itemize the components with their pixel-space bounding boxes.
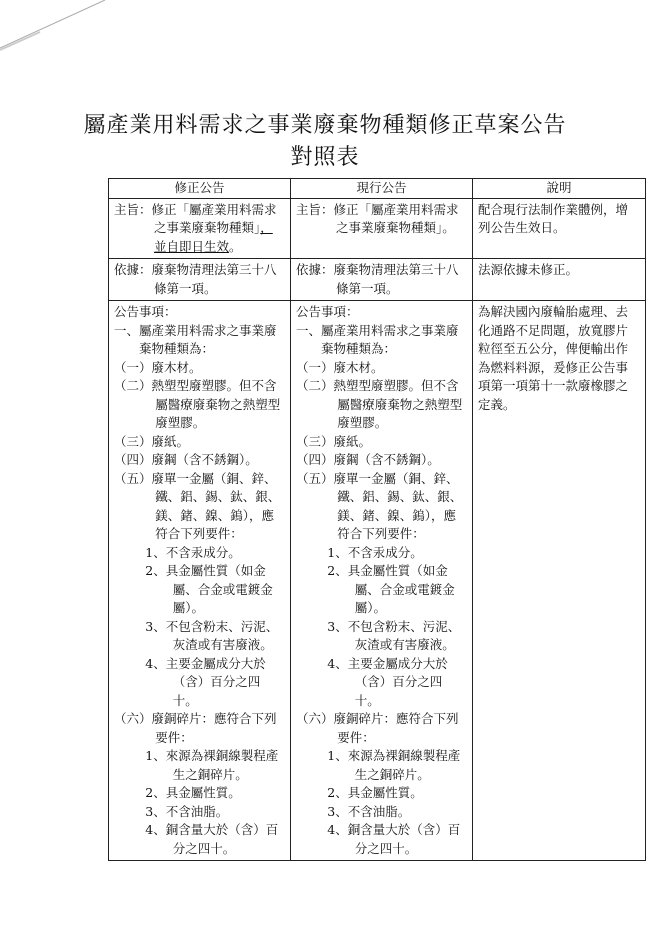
list-item: （五）廢單一金屬（銅、鋅、鐵、鋁、錫、鈦、銀、鎂、鍺、鎳、鎢），應符合下列要件： (296, 470, 463, 541)
list-item: 1、來源為裸銅線製程產生之銅碎片。 (327, 748, 461, 782)
list-item: 4、銅含量大於（含）百分之四十。 (145, 822, 279, 856)
list-item: 1、不含汞成分。 (145, 544, 241, 560)
subject-revised-text: 主旨：修正「屬產業用料需求之事業廢棄物種類」 (114, 201, 277, 235)
scan-corner-mark (0, 0, 110, 70)
list-item: 2、具金屬性質。 (145, 785, 241, 800)
list-item: （三）廢紙。 (296, 433, 372, 449)
table-row-subject (109, 198, 646, 259)
list-item: 3、不含油脂。 (145, 803, 229, 819)
list-item: 2、具金屬性質（如金屬、合金或電鍍金屬）。 (327, 563, 455, 615)
list-item: （五）廢單一金屬（銅、鋅、鐵、鋁、錫、鈦、銀、鎂、鍺、鎳、鎢），應符合下列要件： (114, 470, 281, 541)
list-item: （一）廢木材。 (296, 359, 384, 375)
title-line-1: 屬產業用料需求之事業廢棄物種類修正草案公告 (83, 113, 567, 138)
list-item: 4、銅含量大於（含）百分之四十。 (327, 822, 461, 856)
header-revised: 修正公告 (109, 179, 291, 199)
page-title (0, 110, 650, 174)
items-revised-item1: 一、屬產業用料需求之事業廢棄物種類為： (114, 322, 277, 356)
list-item: 2、具金屬性質（如金屬、合金或電鍍金屬）。 (145, 563, 273, 615)
basis-note-text: 法源依據未修正。 (478, 262, 579, 277)
title-line-2: 對照表 (290, 145, 360, 170)
list-item: 3、不包含粉末、污泥、灰渣或有害廢液。 (145, 618, 279, 652)
cell-basis-note (473, 259, 646, 301)
items-current-head: 公告事項： (296, 304, 359, 319)
list-item: 4、主要金屬成分大於（含）百分之四十。 (327, 655, 448, 708)
comparison-table (108, 178, 646, 861)
subject-revised-end: 。 (229, 238, 242, 254)
cell-items-revised (109, 301, 291, 861)
items-note-text: 為解決國內廢輪胎處理、去化通路不足問題，放寬膠片粒徑至五公分，俾便輸出作為燃料料源，爰修正公告事項第一項第十一款廢橡膠之定義。 (478, 304, 629, 412)
list-item: （六）廢銅碎片：應符合下列要件： (296, 711, 459, 745)
list-item: 3、不含油脂。 (327, 803, 411, 819)
cell-items-note (473, 301, 646, 861)
list-item: 3、不包含粉末、污泥、灰渣或有害廢液。 (327, 618, 461, 652)
list-item: （四）廢鋼（含不銹鋼）。 (114, 452, 258, 467)
items-revised-list (114, 359, 285, 859)
basis-current-text: 依據：廢棄物清理法第三十八條第一項。 (296, 262, 459, 296)
subject-note-text: 配合現行法制作業體例，增列公告生效日。 (478, 201, 629, 235)
cell-subject-current (291, 198, 473, 259)
items-current-list (296, 359, 467, 859)
list-item: （二）熱塑型廢塑膠。但不含屬醫療廢棄物之熱塑型廢塑膠。 (114, 378, 281, 430)
list-item: （一）廢木材。 (114, 359, 202, 375)
subject-revised-underlined: ，並自即日生效 (154, 220, 273, 254)
header-current: 現行公告 (291, 179, 473, 199)
basis-revised-text: 依據：廢棄物清理法第三十八條第一項。 (114, 262, 277, 296)
cell-basis-current (291, 259, 473, 301)
list-item: （二）熱塑型廢塑膠。但不含屬醫療廢棄物之熱塑型廢塑膠。 (296, 378, 463, 430)
items-revised-head: 公告事項： (114, 304, 177, 319)
cell-items-current (291, 301, 473, 861)
header-note: 說明 (473, 179, 646, 199)
table-row-basis (109, 259, 646, 301)
list-item: 2、具金屬性質。 (327, 785, 423, 800)
table-row-items (109, 301, 646, 861)
list-item: （四）廢鋼（含不銹鋼）。 (296, 452, 440, 467)
list-item: 1、來源為裸銅線製程產生之銅碎片。 (145, 748, 279, 782)
items-current-item1: 一、屬產業用料需求之事業廢棄物種類為： (296, 322, 459, 356)
list-item: 1、不含汞成分。 (327, 544, 423, 560)
list-item: 4、主要金屬成分大於（含）百分之四十。 (145, 655, 266, 708)
cell-subject-revised (109, 198, 291, 259)
list-item: （六）廢銅碎片：應符合下列要件： (114, 711, 277, 745)
subject-current-text: 主旨：修正「屬產業用料需求之事業廢棄物種類」。 (296, 201, 459, 235)
cell-basis-revised (109, 259, 291, 301)
table-header-row (109, 179, 646, 199)
cell-subject-note (473, 198, 646, 259)
list-item: （三）廢紙。 (114, 433, 190, 449)
